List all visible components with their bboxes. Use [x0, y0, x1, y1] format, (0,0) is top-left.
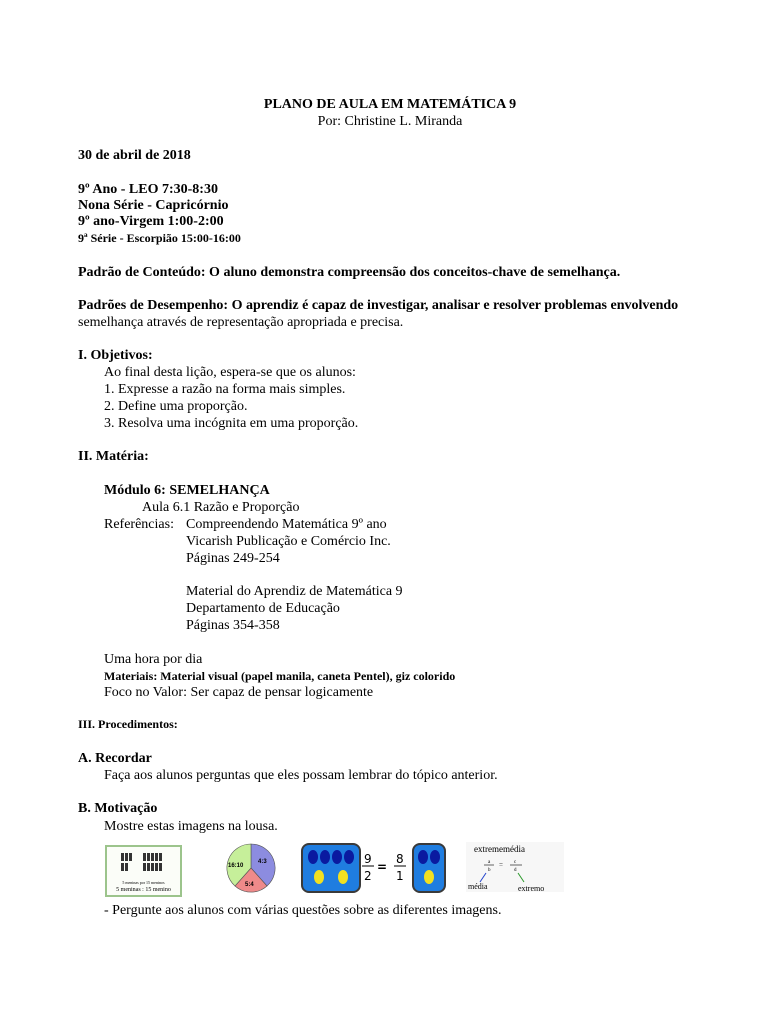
- frac-equals: =: [499, 861, 503, 869]
- terms-top-label: extrememédia: [474, 844, 525, 854]
- module-title: Módulo 6: SEMELHANÇA: [104, 483, 270, 498]
- matter-heading: II. Matéria:: [78, 449, 149, 464]
- ratio-caption-small: 5 meninas por 15 meninos: [122, 880, 165, 885]
- value-focus-line: Foco no Valor: Ser capaz de pensar logicamente: [104, 685, 374, 700]
- document-title: PLANO DE AULA EM MATEMÁTICA 9: [263, 97, 517, 112]
- class-schedule-3: 9º ano-Virgem 1:00-2:00: [78, 214, 224, 229]
- class-schedule-1: 9º Ano - LEO 7:30-8:30: [78, 182, 218, 197]
- egg-box-right: [412, 843, 446, 893]
- procedures-heading: III. Procedimentos:: [78, 717, 178, 731]
- reference-line: Páginas 354-358: [186, 618, 280, 633]
- duration-line: Uma hora por dia: [104, 652, 203, 667]
- terms-bottom-media: média: [468, 882, 488, 891]
- egg-icons: [303, 845, 359, 891]
- ratio-pie-image: [222, 843, 280, 893]
- lesson-date: 30 de abril de 2018: [78, 148, 191, 163]
- eq-denominator-right: 1: [396, 869, 404, 883]
- eq-denominator-left: 2: [364, 869, 372, 883]
- class-schedule-2: Nona Série - Capricórnio: [78, 198, 229, 213]
- motivation-text: Mostre estas imagens na lousa.: [104, 819, 278, 834]
- frac-c: c: [514, 860, 517, 865]
- objective-item: 1. Expresse a razão na forma mais simples.: [104, 382, 346, 397]
- frac-a: a: [488, 860, 491, 865]
- performance-standard-line1: Padrões de Desempenho: O aprendiz é capaz de investigar, analisar e resolver problemas envolvendo: [78, 298, 679, 313]
- proportion-terms-image: [466, 842, 564, 892]
- people-icons: [107, 847, 180, 875]
- lesson-title: Aula 6.1 Razão e Proporção: [142, 500, 300, 515]
- frac-b: b: [488, 868, 491, 873]
- egg-icons: [414, 845, 444, 891]
- content-standard: Padrão de Conteúdo: O aluno demonstra compreensão dos conceitos-chave de semelhança.: [78, 265, 621, 280]
- pie-label: 4:3: [258, 859, 267, 865]
- egg-box-left: [301, 843, 361, 893]
- class-schedule-4: 9ª Série - Escorpião 15:00-16:00: [78, 231, 241, 245]
- proportion-equation: [360, 850, 410, 884]
- materials-line: Materiais: Material visual (papel manila, caneta Pentel), giz colorido: [104, 669, 456, 683]
- objective-item: 2. Define uma proporção.: [104, 399, 248, 414]
- objectives-heading: I. Objetivos:: [78, 348, 153, 363]
- references-label: Referências:: [104, 517, 174, 532]
- reference-line: Material do Aprendiz de Matemática 9: [186, 584, 403, 599]
- motivation-heading: B. Motivação: [78, 801, 158, 816]
- ratio-people-image: [105, 845, 182, 897]
- recall-text: Faça aos alunos perguntas que eles possam lembrar do tópico anterior.: [104, 768, 498, 783]
- objectives-intro: Ao final desta lição, espera-se que os alunos:: [104, 365, 356, 380]
- reference-line: Páginas 249-254: [186, 551, 280, 566]
- terms-bottom-extremo: extremo: [518, 884, 545, 892]
- final-instruction: - Pergunte aos alunos com várias questões sobre as diferentes imagens.: [104, 903, 502, 918]
- eq-numerator-right: 8: [396, 852, 404, 866]
- objective-item: 3. Resolva uma incógnita em uma proporção.: [104, 416, 359, 431]
- performance-standard-line2: semelhança através de representação apropriada e precisa.: [78, 315, 404, 330]
- pie-label: 5:4: [245, 882, 254, 888]
- frac-d: d: [514, 868, 517, 873]
- pie-label: 16:10: [228, 863, 244, 869]
- reference-line: Vicarish Publicação e Comércio Inc.: [186, 534, 391, 549]
- reference-line: Departamento de Educação: [186, 601, 340, 616]
- ratio-caption: 5 meninas : 15 menino: [116, 887, 171, 893]
- recall-heading: A. Recordar: [78, 751, 152, 766]
- eq-equals: =: [377, 860, 388, 874]
- reference-line: Compreendendo Matemática 9º ano: [186, 517, 387, 532]
- author-line: Por: Christine L. Miranda: [317, 114, 463, 129]
- eq-numerator-left: 9: [364, 852, 372, 866]
